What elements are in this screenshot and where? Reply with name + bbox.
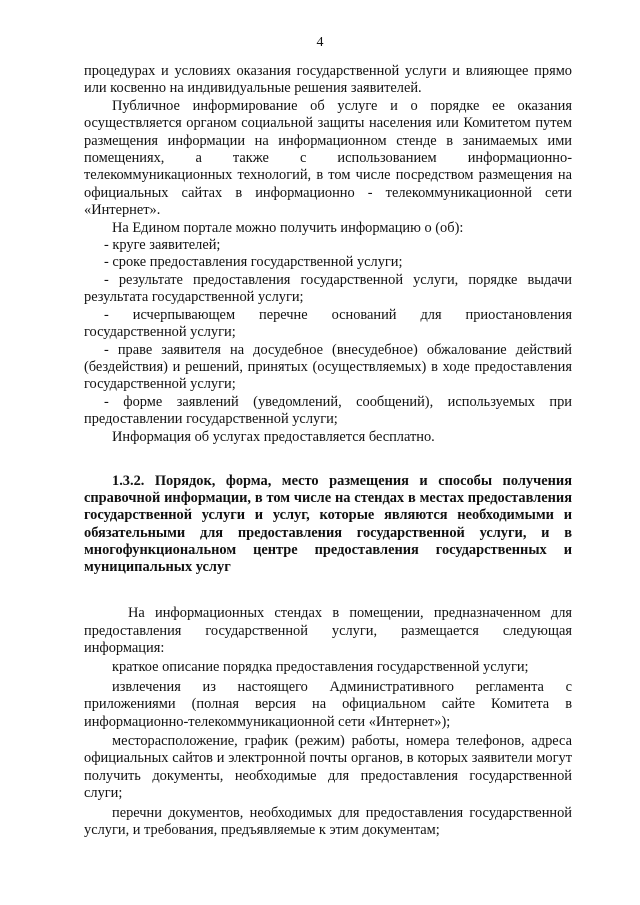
paragraph-stands-intro: На информационных стендах в помещении, предназначенном для предоставления государственной услуги, размещается следующая информация: <box>84 605 572 656</box>
paragraph-continuation: процедурах и условиях оказания государственной услуги и влияющее прямо или косвенно на индивидуальные решения заявителей. <box>84 63 572 97</box>
list-item: - результате предоставления государственной услуги, порядке выдачи результата государственной услуги; <box>84 271 572 306</box>
section-heading: 1.3.2. Порядок, форма, место размещения и способы получения справочной информации, в том числе на стендах в местах предоставления государственной услуги и услуг, которые являются необходимыми и обязательными для предоставления государственной услуги, и в многофункциональном центре предоставления государственных и муниципальных услуг <box>84 472 572 575</box>
list-item: краткое описание порядка предоставления государственной услуги; <box>112 659 529 676</box>
list-item: - исчерпывающем перечне оснований для приостановления государственной услуги; <box>84 306 572 341</box>
list-item: - круге заявителей; <box>104 237 221 254</box>
list-item: перечни документов, необходимых для предоставления государственной услуги, и требования, предъявляемые к этим документам; <box>84 804 572 839</box>
list-item: - праве заявителя на досудебное (внесудебное) обжалование действий (бездействия) и решений, принятых (осуществляемых) в ходе предоставления государственной услуги; <box>84 341 572 393</box>
list-item: - форме заявлений (уведомлений, сообщений), используемых при предоставлении государственной услуги; <box>84 393 572 428</box>
list-item: - сроке предоставления государственной услуги; <box>104 254 403 271</box>
list-item: извлечения из настоящего Административного регламента с приложениями (полная версия на официальном сайте Комитета в информационно-телекоммуникационной сети «Интернет»); <box>84 678 572 730</box>
page-content <box>84 63 572 839</box>
paragraph-free-note: Информация об услугах предоставляется бесплатно. <box>112 428 435 445</box>
paragraph-portal-intro: На Едином портале можно получить информацию о (об): <box>112 219 464 236</box>
page-number: 4 <box>316 35 324 50</box>
list-item: месторасположение, график (режим) работы, номера телефонов, адреса официальных сайтов и электронной почты органов, в которых заявители могут получить документы, необходимые для предоставления государственной слуги; <box>84 733 572 802</box>
paragraph-public-informing: Публичное информирование об услуге и о порядке ее оказания осуществляется органом социальной защиты населения или Комитетом путем размещения информации на информационном стенде в занимаемых ими помещениях, а также с использованием информационно-телекоммуникационных технологий, в том числе посредством размещения на официальных сайтах в информационно - телекоммуникационной сети «Интернет». <box>84 97 572 219</box>
